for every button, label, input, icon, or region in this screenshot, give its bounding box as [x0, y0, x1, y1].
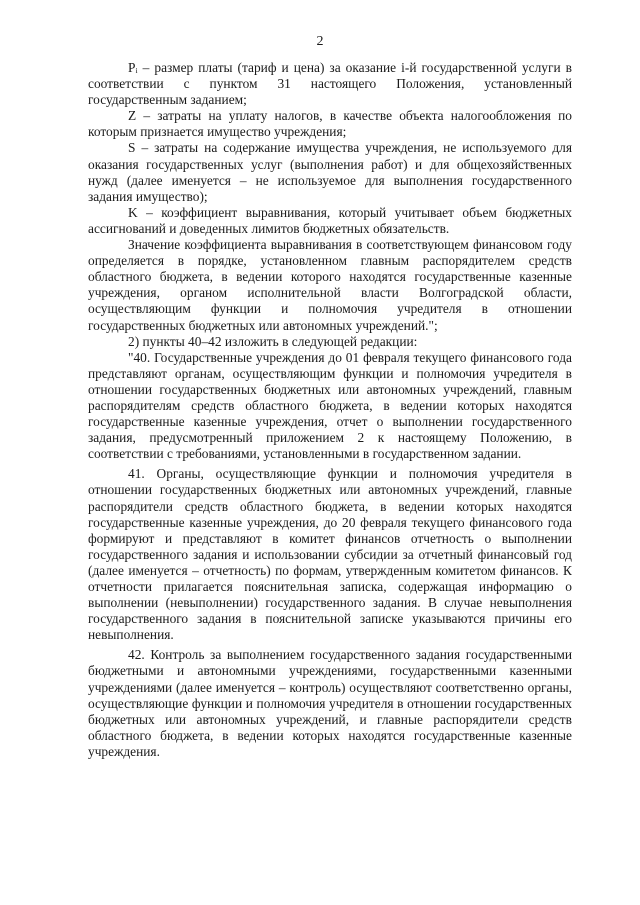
paragraph-coefficient-value: Значение коэффициента выравнивания в соответствующем финансовом году определяется в порядке, установленном главным распорядителем средств областного бюджета, в ведении которого находятся государственные казенные учреждения, органом исполнительной власти Волгоградской области, осуществляющим функции и полномочия учредителя в отношении государственных бюджетных или автономных учреждений."; — [88, 237, 572, 333]
paragraph-clause-42: 42. Контроль за выполнением государственного задания государственными бюджетными и автономными учреждениями, государственными казенными учреждениями (далее именуется – контроль) осуществляют соответственно органы, осуществляющие функции и полномочия учредителя в отношении государственных бюджетных или автономных учреждений, и главные распорядители средств областного бюджета, в ведении которых находятся государственные казенные учреждения. — [88, 647, 572, 759]
paragraph-s-definition: S – затраты на содержание имущества учреждения, не используемого для оказания государственных услуг (выполнения работ) и для общехозяйственных нужд (далее именуется – не используемое для выполнения государственного задания имущество); — [88, 140, 572, 204]
page-number: 2 — [316, 34, 324, 49]
paragraph-clause-40: "40. Государственные учреждения до 01 февраля текущего финансового года представляют органам, осуществляющим функции и полномочия учредителя в отношении государственных бюджетных или автономных учреждений, главным распорядителям средств областного бюджета, в ведении которых находятся государственные казенные учреждения, отчет о выполнении государственного задания, предусмотренный приложением 2 к настоящему Положению, в соответствии с требованиями, установленными в государственном задании. — [88, 349, 572, 462]
paragraph-k-definition: K – коэффициент выравнивания, который учитывает объем бюджетных ассигнований и доведенных лимитов бюджетных обязательств. — [88, 204, 572, 236]
paragraph-z-definition: Z – затраты на уплату налогов, в качестве объекта налогообложения по которым признается имущество учреждения; — [88, 108, 572, 140]
document-body — [88, 60, 572, 760]
paragraph-amendment-intro: 2) пункты 40–42 изложить в следующей редакции: — [128, 333, 418, 349]
paragraph-pi-definition: Pᵢ – размер платы (тариф и цена) за оказание i-й государственной услуги в соответствии с пунктом 31 настоящего Положения, установленный государственным заданием; — [88, 60, 572, 108]
paragraph-clause-41: 41. Органы, осуществляющие функции и полномочия учредителя в отношении государственных бюджетных или автономных учреждений, главные распорядители средств областного бюджета, в ведении которых находятся государственные казенные учреждения, до 20 февраля текущего финансового года формируют и представляют в комитет финансов отчетность о выполнении государственного задания и использовании субсидии за отчетный финансовый год (далее именуется – отчетность) по формам, утвержденным комитетом финансов. К отчетности прилагается пояснительная записка, содержащая информацию о выполнении (невыполнении) государственного задания. В случае невыполнения государственного задания в пояснительной записке указываются причины его невыполнения. — [88, 466, 572, 643]
